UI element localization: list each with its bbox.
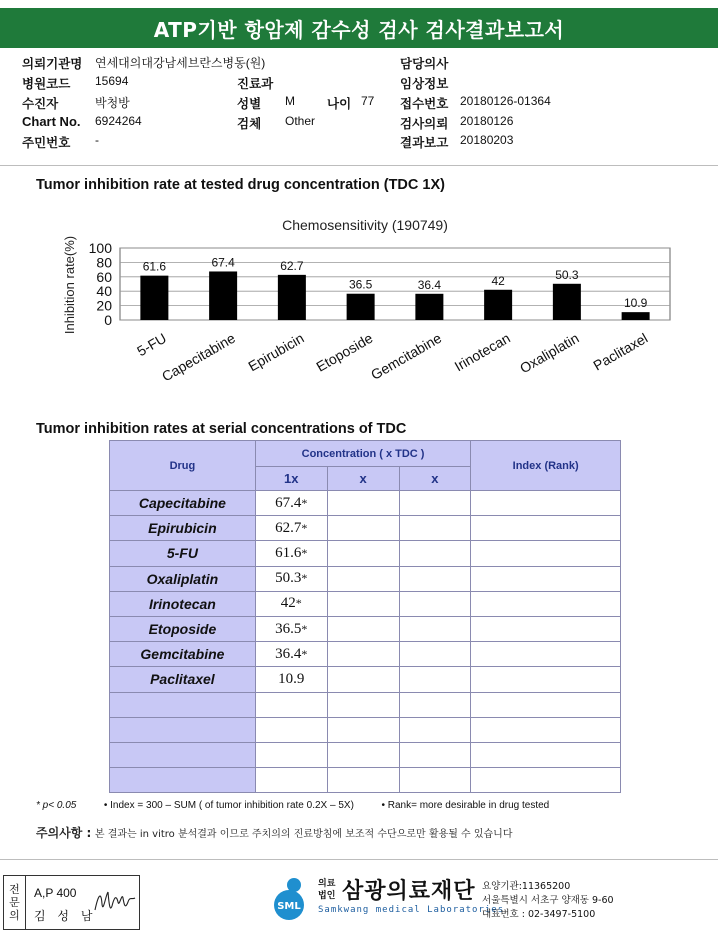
value-1x-number: 36.4 — [275, 645, 302, 662]
x-tick-label: Oxaliplatin — [516, 329, 582, 377]
sml-logo-icon — [270, 876, 314, 922]
y-tick-label: 20 — [96, 297, 112, 314]
age-label: 나이 — [327, 96, 352, 111]
code-label: 병원코드 — [22, 76, 71, 91]
x-tick-label: Paclitaxel — [590, 329, 651, 374]
table-row — [110, 491, 621, 516]
report-title: ATP기반 항암제 감수성 검사 검사결과보고서 — [0, 8, 718, 48]
value-1x-number: 61.6 — [275, 544, 302, 561]
table-row — [110, 667, 621, 692]
value-1x — [255, 692, 327, 717]
chart-ylabel: Inhibition rate(%) — [62, 235, 77, 335]
code-value: 15694 — [95, 74, 129, 88]
table-row — [110, 591, 621, 616]
org-english-name: Samkwang medical Laboratories — [318, 905, 505, 915]
section1-title: Tumor inhibition rate at tested drug concentration (TDC 1X) — [36, 177, 445, 193]
index-rank — [471, 591, 621, 616]
bar — [484, 290, 512, 320]
value-1x — [255, 667, 327, 692]
license-number: A,P 400 — [34, 886, 77, 900]
specialist-label — [4, 876, 26, 929]
footnote-index: • Index = 300 – SUM ( of tumor inhibition rate 0.2X – 5X) — [103, 800, 354, 811]
chart-y-ticks — [89, 240, 113, 328]
plot-frame — [120, 248, 670, 320]
x-tick-label: Irinotecan — [451, 329, 513, 375]
table-row — [110, 516, 621, 541]
drug-name: Epirubicin — [110, 516, 256, 541]
value-label: 42 — [491, 273, 505, 288]
caution-text: 본 결과는 in vitro 분석결과 이므로 주치의의 진료방침에 보조적 수단으로만 활용될 수 있습니다 — [94, 829, 513, 840]
value-x1 — [327, 692, 399, 717]
index-rank — [471, 516, 621, 541]
value-1x-number: 50.3 — [275, 570, 302, 587]
drug-name: 5-FU — [110, 541, 256, 566]
index-rank — [471, 616, 621, 641]
value-1x — [255, 541, 327, 566]
value-1x-number: 62.7 — [275, 519, 302, 536]
drug-name: Irinotecan — [110, 591, 256, 616]
serial-concentration-table — [109, 440, 621, 793]
value-x2 — [399, 768, 471, 793]
table-row-empty — [110, 717, 621, 742]
result-label: 결과보고 — [400, 135, 449, 150]
value-x2 — [399, 516, 471, 541]
value-1x-number: 36.5 — [275, 620, 302, 637]
value-label: 36.5 — [348, 277, 373, 292]
org-address — [482, 880, 614, 922]
value-x1 — [327, 717, 399, 742]
value-x2 — [399, 692, 471, 717]
logo-text: SML — [277, 901, 301, 912]
value-1x — [255, 566, 327, 591]
drug-name: Gemcitabine — [110, 642, 256, 667]
value-1x — [255, 491, 327, 516]
specialist-char-1: 전 — [9, 883, 20, 896]
table-row — [110, 566, 621, 591]
chart-label: Chart No. — [22, 114, 81, 129]
drug-name: Oxaliplatin — [110, 566, 256, 591]
value-x1 — [327, 491, 399, 516]
org-prefix — [318, 878, 335, 902]
dept-label: 진료과 — [237, 76, 274, 91]
org-street: 서울특별시 서초구 양재동 9-60 — [482, 895, 614, 906]
concentration-header: Concentration ( x TDC ) — [255, 441, 471, 467]
org-prefix-1: 의료 — [318, 879, 336, 889]
bar — [347, 294, 375, 320]
index-rank — [471, 642, 621, 667]
drug-name — [110, 692, 256, 717]
value-x1 — [327, 667, 399, 692]
receipt-value: 20180126-01364 — [460, 94, 551, 108]
org-name: 삼광의료재단 — [342, 879, 476, 904]
value-x1 — [327, 768, 399, 793]
index-rank — [471, 768, 621, 793]
index-rank — [471, 541, 621, 566]
org-code: 요양기관:11365200 — [482, 881, 571, 892]
organization-block — [270, 872, 710, 932]
drug-name: Etoposide — [110, 616, 256, 641]
sub-header-1x: 1x — [255, 467, 327, 491]
footnotes — [36, 800, 549, 811]
footnote-rank: • Rank= more desirable in drug tested — [381, 800, 550, 811]
value-x2 — [399, 566, 471, 591]
x-tick-label: Etoposide — [313, 329, 376, 375]
specialist-name: 김 성 남 — [34, 909, 97, 923]
specimen-label: 검체 — [237, 116, 262, 131]
sex-value: M — [285, 94, 295, 108]
receipt-label: 접수번호 — [400, 96, 449, 111]
bar — [278, 275, 306, 320]
drug-name — [110, 768, 256, 793]
value-x2 — [399, 491, 471, 516]
idnum-value: - — [95, 133, 99, 147]
request-label: 검사의뢰 — [400, 116, 449, 131]
sub-header-x1: x — [327, 467, 399, 491]
specimen-value: Other — [285, 114, 316, 128]
patient-value: 박청방 — [95, 96, 130, 110]
y-tick-label: 0 — [104, 312, 112, 328]
value-x1 — [327, 742, 399, 767]
doctor-label: 담당의사 — [400, 56, 449, 71]
value-1x — [255, 642, 327, 667]
bar — [415, 294, 443, 320]
value-1x — [255, 616, 327, 641]
hospital-label: 의뢰기관명 — [22, 56, 83, 71]
drug-name: Capecitabine — [110, 491, 256, 516]
value-label: 67.4 — [211, 255, 235, 270]
index-rank — [471, 717, 621, 742]
value-label: 61.6 — [142, 259, 167, 274]
value-1x — [255, 516, 327, 541]
significance-mark: * — [301, 520, 308, 535]
org-prefix-2: 법인 — [318, 891, 336, 901]
result-value: 20180203 — [460, 133, 514, 147]
y-tick-label: 40 — [96, 283, 112, 300]
x-tick-label: Capecitabine — [159, 329, 238, 385]
significance-mark: * — [301, 646, 308, 661]
value-1x — [255, 717, 327, 742]
value-x2 — [399, 667, 471, 692]
bar — [209, 271, 237, 320]
drug-name — [110, 742, 256, 767]
y-tick-label: 80 — [96, 254, 112, 271]
index-rank — [471, 742, 621, 767]
chart-x-ticks — [134, 330, 650, 385]
value-1x-number: 67.4 — [275, 494, 302, 511]
value-1x — [255, 768, 327, 793]
specialist-char-3: 의 — [9, 909, 20, 922]
index-rank — [471, 491, 621, 516]
value-x1 — [327, 591, 399, 616]
value-x2 — [399, 742, 471, 767]
value-x1 — [327, 566, 399, 591]
table-row-empty — [110, 692, 621, 717]
bar — [553, 284, 581, 320]
idnum-label: 주민번호 — [22, 135, 71, 150]
value-x2 — [399, 591, 471, 616]
chart-value: 6924264 — [95, 114, 142, 128]
chart-title: Chemosensitivity (190749) — [282, 217, 448, 233]
patient-label: 수진자 — [22, 96, 59, 111]
significance-mark: * — [295, 596, 302, 611]
table-body — [110, 491, 621, 793]
value-label: 10.9 — [623, 296, 648, 311]
significance-mark: * — [301, 571, 308, 586]
y-tick-label: 100 — [88, 240, 112, 256]
signature-box — [3, 875, 140, 930]
value-x1 — [327, 541, 399, 566]
index-rank — [471, 667, 621, 692]
table-row — [110, 642, 621, 667]
divider-top — [0, 165, 718, 166]
value-1x — [255, 742, 327, 767]
value-x2 — [399, 541, 471, 566]
caution-label: 주의사항 : — [36, 826, 92, 840]
value-1x-number: 10.9 — [278, 670, 305, 687]
value-label: 36.4 — [417, 277, 442, 292]
index-rank — [471, 692, 621, 717]
specialist-char-2: 문 — [9, 896, 20, 909]
section2-title: Tumor inhibition rates at serial concentrations of TDC — [36, 421, 407, 437]
significance-mark: * — [301, 545, 308, 560]
value-label: 50.3 — [555, 267, 579, 282]
age-value: 77 — [361, 94, 375, 108]
clinical-label: 임상정보 — [400, 76, 449, 91]
value-x2 — [399, 717, 471, 742]
footnote-p: * p< 0.05 — [36, 800, 77, 811]
drug-header: Drug — [110, 441, 256, 491]
divider-bottom — [0, 859, 718, 860]
value-label: 62.7 — [280, 258, 304, 273]
table-row-empty — [110, 742, 621, 767]
chart-grid — [120, 248, 670, 320]
hospital-value: 연세대의대강남세브란스병동(원) — [95, 56, 266, 70]
table-row — [110, 541, 621, 566]
significance-mark: * — [301, 495, 308, 510]
bar — [622, 312, 650, 320]
table-row-empty — [110, 768, 621, 793]
value-x1 — [327, 642, 399, 667]
value-1x — [255, 591, 327, 616]
x-tick-label: 5-FU — [134, 329, 170, 360]
chemosensitivity-chart — [0, 200, 718, 410]
significance-mark: * — [301, 621, 308, 636]
x-tick-label: Epirubicin — [245, 329, 307, 375]
sub-header-x2: x — [399, 467, 471, 491]
value-x2 — [399, 616, 471, 641]
value-x1 — [327, 616, 399, 641]
value-1x-number: 42 — [280, 595, 296, 612]
x-tick-label: Gemcitabine — [368, 329, 445, 383]
drug-name — [110, 717, 256, 742]
table-row — [110, 616, 621, 641]
handwritten-signature — [92, 884, 138, 920]
value-x2 — [399, 642, 471, 667]
drug-name: Paclitaxel — [110, 667, 256, 692]
org-phone: 대표번호 : 02-3497-5100 — [482, 909, 596, 920]
y-tick-label: 60 — [96, 268, 112, 285]
index-header: Index (Rank) — [471, 441, 621, 491]
index-rank — [471, 566, 621, 591]
bar — [140, 276, 168, 320]
value-x1 — [327, 516, 399, 541]
caution — [36, 824, 513, 841]
request-value: 20180126 — [460, 114, 514, 128]
sex-label: 성별 — [237, 96, 262, 111]
